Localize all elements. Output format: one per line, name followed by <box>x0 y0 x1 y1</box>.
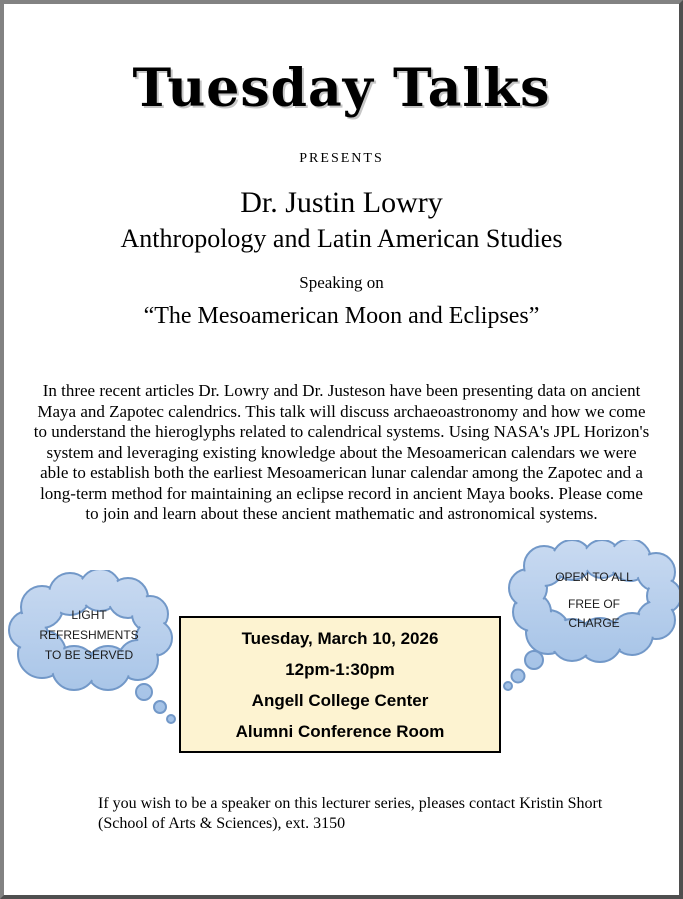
event-venue: Angell College Center <box>251 691 429 710</box>
event-details-box <box>179 616 501 753</box>
left-callout-text <box>24 605 154 665</box>
event-time: 12pm-1:30pm <box>285 660 395 679</box>
event-date: Tuesday, March 10, 2026 <box>241 629 439 648</box>
right-callout-line: OPEN TO ALL <box>555 570 633 584</box>
series-title: Tuesday Talks <box>132 58 551 119</box>
speaking-on-label: Speaking on <box>299 273 384 292</box>
right-callout-line: CHARGE <box>568 616 620 630</box>
left-callout-line: LIGHT <box>71 608 107 622</box>
right-callout-line: FREE OF <box>567 597 620 611</box>
presents-label: PRESENTS <box>299 151 384 166</box>
talk-title: “The Mesoamerican Moon and Eclipses” <box>143 303 540 329</box>
speaker-department: Anthropology and Latin American Studies <box>120 224 563 253</box>
footer-note <box>98 794 618 834</box>
event-room: Alumni Conference Room <box>235 722 445 741</box>
speaker-name: Dr. Justin Lowry <box>240 186 443 219</box>
left-callout-line: REFRESHMENTS <box>39 628 139 642</box>
right-callout-text <box>529 568 659 633</box>
footer-note-line: (School of Arts & Sciences), ext. 3150 <box>98 815 346 832</box>
left-callout-line: TO BE SERVED <box>44 648 134 662</box>
footer-note-line: If you wish to be a speaker on this lecturer series, pleases contact Kristin Short <box>98 795 603 812</box>
talk-abstract: In three recent articles Dr. Lowry and Dr. Justeson have been presenting data on ancient Maya and Zapotec calendrics. This talk will discuss archaeoastronomy and how we come to understand the hieroglyphs related to calendrical systems. Using NASA's JPL Horizon's system and leveraging existing knowledge about the Mesoamerican calendars we were able to establish both the earliest Mesoamerican lunar calendar among the Zapotec and a long-term method for maintaining an eclipse record in ancient Maya books. Please come to join and learn about these ancient mathematic and astronomical systems. <box>33 381 650 523</box>
